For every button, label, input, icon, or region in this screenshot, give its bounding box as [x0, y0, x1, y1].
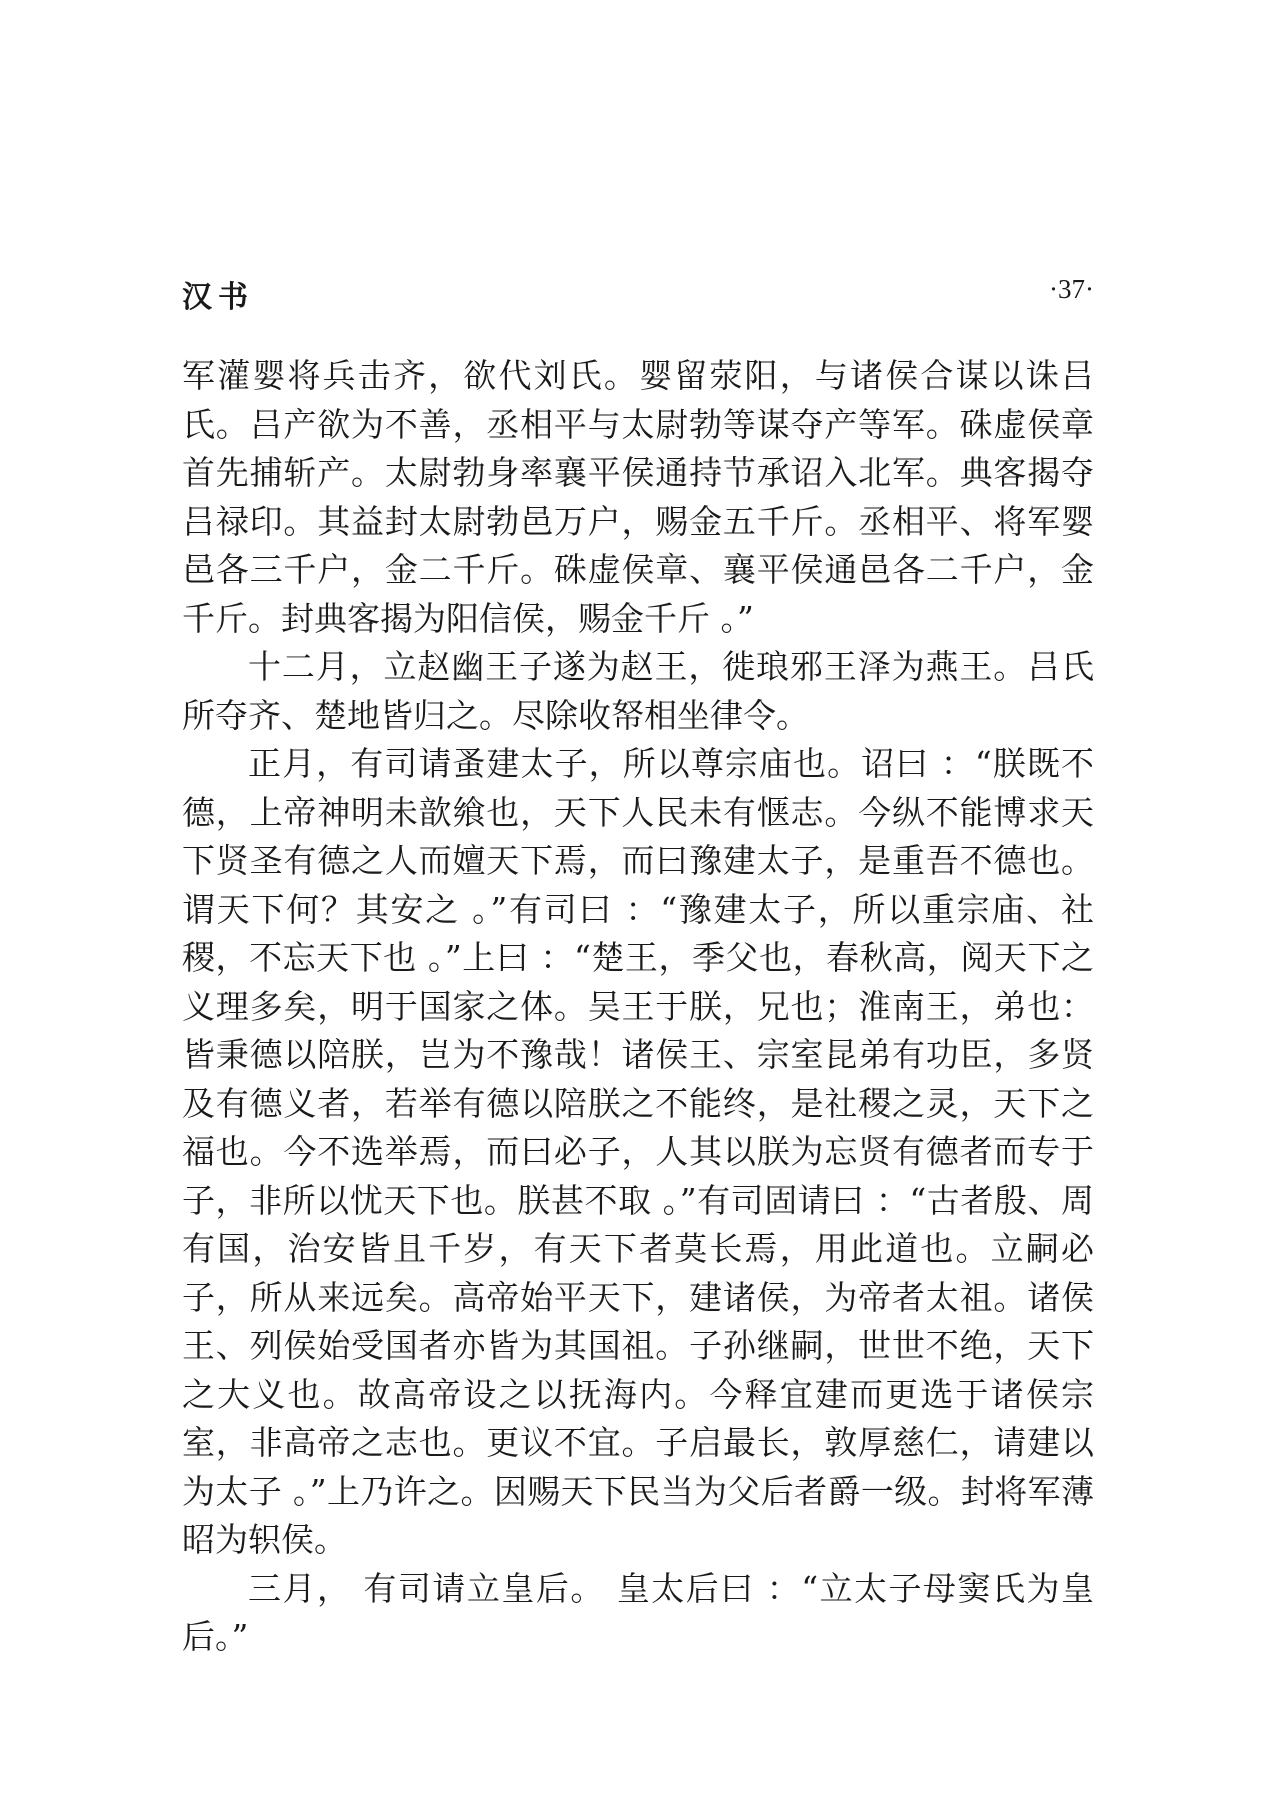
- paragraph-first-month: 正月，有司请蚤建太子，所以尊宗庙也。诏曰 ：“朕既不德，上帝神明未歆飨也，天下人民未有惬志。今纵不能博求天下贤圣有德之人而嬗天下焉，而曰豫建太子，是重吾不德也。谓天下何？其安之 。”有司曰 ：“豫建太子，所以重宗庙、社稷，不忘天下也 。”上曰 ：“楚王，季父也，春秋高，阅天下之义理多矣，明于国家之体。吴王于朕，兄也；淮南王，弟也：皆秉德以陪朕，岂为不豫哉！诸侯王、宗室昆弟有功臣，多贤及有德义者，若举有德以陪朕之不能终，是社稷之灵，天下之福也。今不选举焉，而曰必子，人其以朕为忘贤有德者而专于子，非所以忧天下也。朕甚不取 。”有司固请曰 ：“古者殷、周有国，治安皆且千岁，有天下者莫长焉，用此道也。立嗣必子，所从来远矣。高帝始平天下，建诸侯，为帝者太祖。诸侯王、列侯始受国者亦皆为其国祖。子孙继嗣，世世不绝，天下之大义也。故高帝设之以抚海内。今释宜建而更选于诸侯宗室，非高帝之志也。更议不宜。子启最长，敦厚慈仁，请建以为太子 。”上乃许之。因赐天下民当为父后者爵一级。封将军薄昭为轵侯。: [182, 744, 1094, 1559]
- page-number: ·37·: [1049, 274, 1094, 304]
- body-text: [182, 352, 1094, 1662]
- paragraph-continued: 军灌婴将兵击齐，欲代刘氏。婴留荥阳，与诸侯合谋以诛吕氏。吕产欲为不善，丞相平与太尉勃等谋夺产等军。硃虚侯章首先捕斩产。太尉勃身率襄平侯通持节承诏入北军。典客揭夺吕禄印。其益封太尉勃邑万户，赐金五千斤。丞相平、将军婴邑各三千户，金二千斤。硃虚侯章、襄平侯通邑各二千户，金千斤。封典客揭为阳信侯，赐金千斤 。”: [182, 356, 1094, 638]
- book-title: 汉书: [182, 280, 254, 315]
- paragraph-third-month: 三月， 有司请立皇后。 皇太后曰 ：“立太子母窦氏为皇后。”: [182, 1568, 1094, 1656]
- running-head: [182, 272, 1094, 315]
- paragraph-twelfth-month: 十二月，立赵幽王子遂为赵王，徙琅邪王泽为燕王。吕氏所夺齐、楚地皆归之。尽除收帑相坐律令。: [182, 647, 1094, 735]
